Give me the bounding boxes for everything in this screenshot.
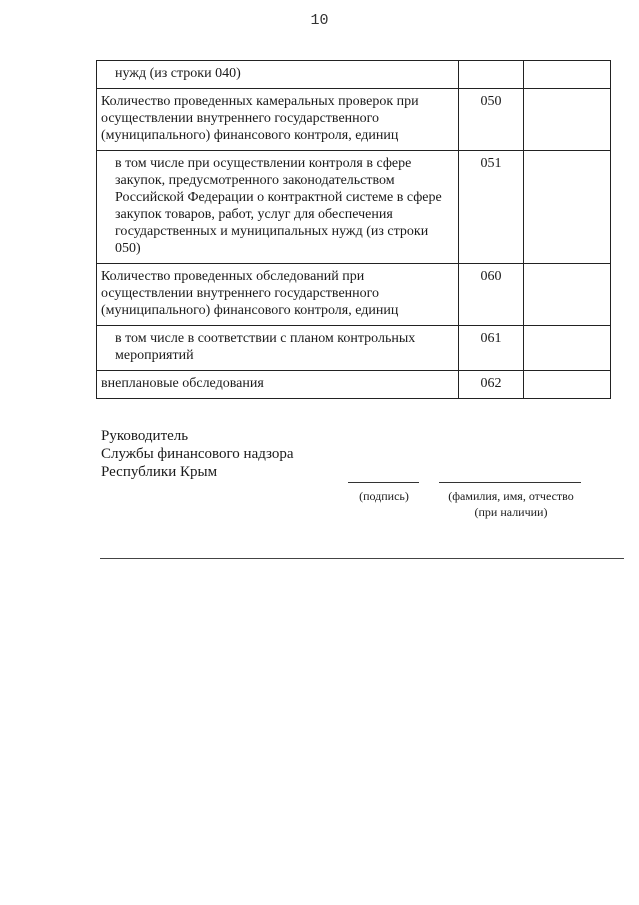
row-code: 061	[459, 326, 524, 371]
signature-line	[348, 482, 419, 483]
row-label: в том числе в соответствии с планом контрольных мероприятий	[97, 326, 459, 371]
row-value	[524, 151, 611, 264]
row-code: 051	[459, 151, 524, 264]
table-row	[97, 326, 611, 371]
row-value	[524, 371, 611, 399]
row-value	[524, 89, 611, 151]
table-row	[97, 371, 611, 399]
table-row	[97, 89, 611, 151]
page-number: 10	[310, 12, 329, 29]
row-value	[524, 326, 611, 371]
signer-organization: Службы финансового надзора	[101, 446, 294, 462]
row-code: 060	[459, 264, 524, 326]
signature-block	[101, 427, 294, 481]
table-row	[97, 61, 611, 89]
signer-region: Республики Крым	[101, 464, 218, 480]
row-label: Количество проведенных камеральных проверок при осуществлении внутреннего государственного (муниципального) финансового контроля, единиц	[97, 89, 459, 151]
row-label: нужд (из строки 040)	[97, 61, 459, 89]
table-row	[97, 151, 611, 264]
row-value	[524, 264, 611, 326]
name-caption-line1: (фамилия, имя, отчество	[448, 489, 574, 503]
name-line	[439, 482, 581, 483]
report-table	[96, 60, 611, 399]
signer-title: Руководитель	[101, 428, 189, 444]
row-label: Количество проведенных обследований при осуществлении внутреннего государственного (муниципального) финансового контроля, единиц	[97, 264, 459, 326]
row-code	[459, 61, 524, 89]
name-caption-line2: (при наличии)	[474, 505, 548, 519]
signature-caption: (подпись)	[359, 489, 409, 503]
row-code: 050	[459, 89, 524, 151]
row-code: 062	[459, 371, 524, 399]
row-value	[524, 61, 611, 89]
page-divider	[100, 558, 624, 559]
row-label: в том числе при осуществлении контроля в сфере закупок, предусмотренного законодательством Российской Федерации о контрактной системе в сфере закупок товаров, работ, услуг для обеспечения государственных и муниципальных нужд (из строки 050)	[97, 151, 459, 264]
table-row	[97, 264, 611, 326]
row-label: внеплановые обследования	[97, 371, 459, 399]
